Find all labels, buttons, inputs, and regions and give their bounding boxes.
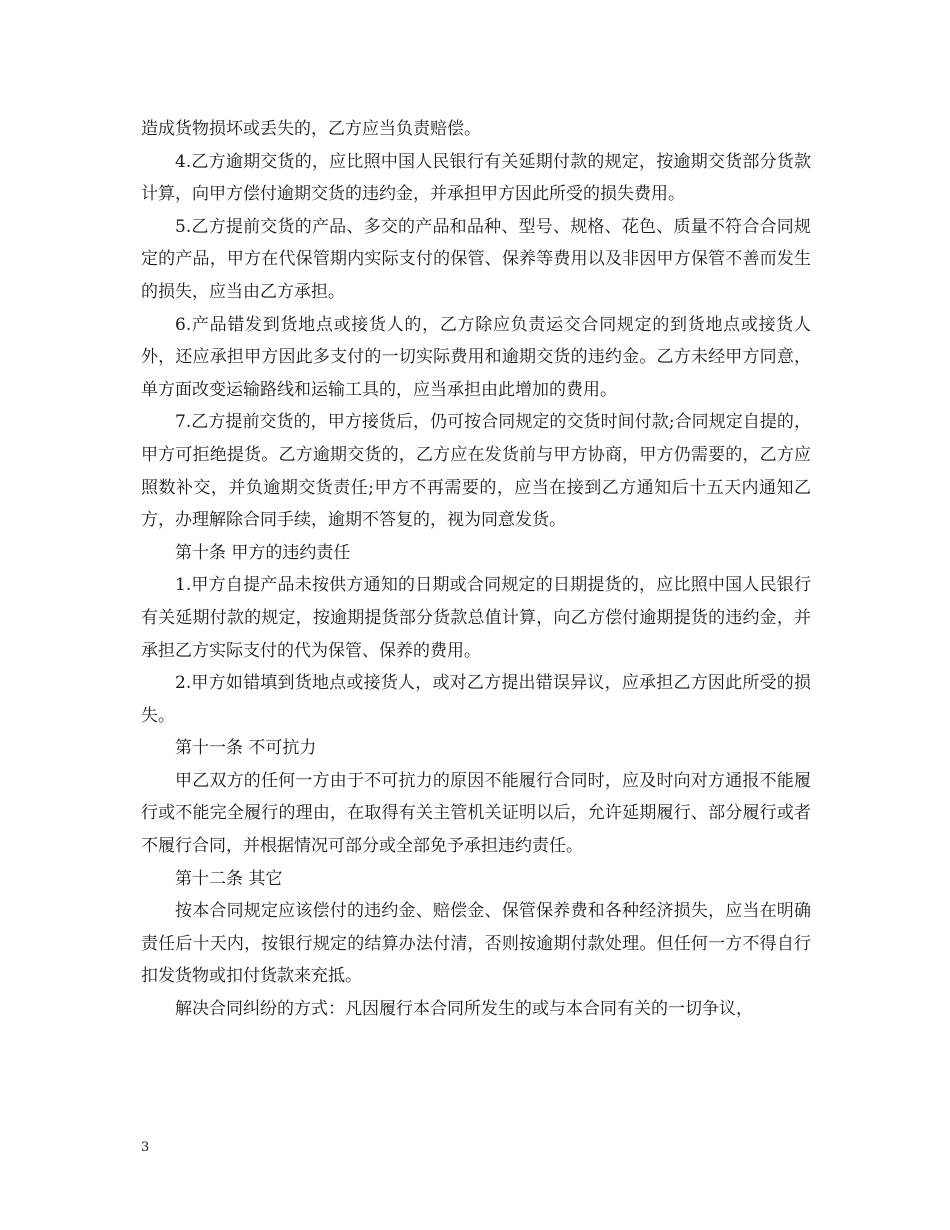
paragraph-article-10-clause-1: 1.甲方自提产品未按供方通知的日期或合同规定的日期提货的，应比照中国人民银行有关延期付款的规定，按逾期提货部分货款总值计算，向乙方偿付逾期提货的违约金，并承担乙方实际支付的代为保管、保养的费用。 [141, 575, 811, 661]
article-11-heading: 第十一条 不可抗力 [175, 738, 317, 759]
article-10-heading: 第十条 甲方的违约责任 [175, 542, 351, 563]
paragraph-clause-4: 4.乙方逾期交货的，应比照中国人民银行有关延期付款的规定，按逾期交货部分货款计算，向甲方偿付逾期交货的违约金，并承担甲方因此所受的损失费用。 [141, 151, 811, 205]
paragraph-clause-6: 6.产品错发到货地点或接货人的，乙方除应负责运交合同规定的到货地点或接货人外，还应承担甲方因此多支付的一切实际费用和逾期交货的违约金。乙方未经甲方同意，单方面改变运输路线和运输工具的，应当承担由此增加的费用。 [141, 314, 811, 400]
paragraph-clause-5: 5.乙方提前交货的产品、多交的产品和品种、型号、规格、花色、质量不符合合同规定的产品，甲方在代保管期内实际支付的保管、保养等费用以及非因甲方保管不善而发生的损失，应当由乙方承担。 [141, 216, 811, 302]
page-number: 3 [141, 1140, 150, 1155]
paragraph-article-12-body: 按本合同规定应该偿付的违约金、赔偿金、保管保养费和各种经济损失，应当在明确责任后十天内，按银行规定的结算办法付清，否则按逾期付款处理。但任何一方不得自行扣发货物或扣付货款来充抵。 [141, 901, 811, 987]
paragraph-continuation: 造成货物损坏或丢失的，乙方应当负责赔偿。 [141, 119, 481, 139]
paragraph-clause-7: 7.乙方提前交货的，甲方接货后，仍可按合同规定的交货时间付款;合同规定自提的，甲方可拒绝提货。乙方逾期交货的，乙方应在发货前与甲方协商，甲方仍需要的，乙方应照数补交，并负逾期交货责任;甲方不再需要的，应当在接到乙方通知后十五天内通知乙方，办理解除合同手续，逾期不答复的，视为同意发货。 [141, 412, 811, 531]
paragraph-article-11-body: 甲乙双方的任何一方由于不可抗力的原因不能履行合同时，应及时向对方通报不能履行或不能完全履行的理由，在取得有关主管机关证明以后，允许延期履行、部分履行或者不履行合同，并根据情况可部分或全部免予承担违约责任。 [141, 770, 811, 857]
document-body [141, 113, 811, 1026]
paragraph-dispute-resolution: 解决合同纠纷的方式：凡因履行本合同所发生的或与本合同有关的一切争议， [175, 999, 753, 1020]
paragraph-article-10-clause-2: 2.甲方如错填到货地点或接货人，或对乙方提出错误异议，应承担乙方因此所受的损失。 [141, 673, 811, 726]
article-12-heading: 第十二条 其它 [175, 868, 283, 889]
